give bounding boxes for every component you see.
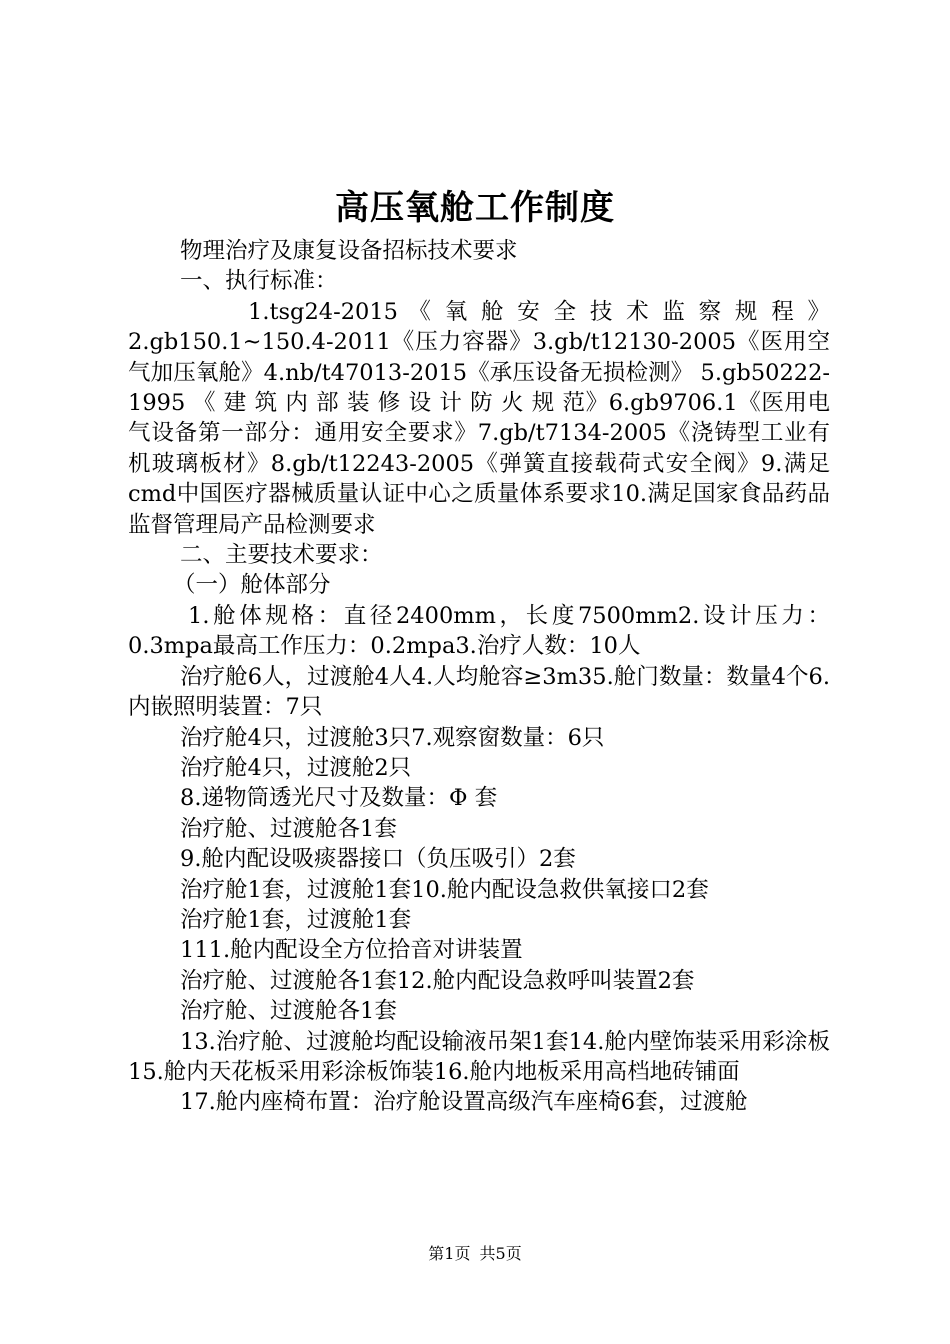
section-heading-standards: 一、执行标准：	[180, 268, 338, 295]
paragraph-item-12: 治疗舱、过渡舱各1套	[180, 998, 397, 1025]
paragraph-standards-list	[128, 297, 830, 540]
document-body	[128, 236, 830, 1118]
paragraph-item-4: 治疗舱4只，过渡舱2只	[180, 754, 412, 781]
paragraph-item-5: 8.递物筒透光尺寸及数量：Φ 套	[180, 785, 498, 812]
paragraph-item-11: 治疗舱、过渡舱各1套12.舱内配设急救呼叫装置2套	[180, 967, 695, 994]
paragraph-item-9: 治疗舱1套，过渡舱1套	[180, 906, 412, 933]
paragraph-item-14: 17.舱内座椅布置：治疗舱设置高级汽车座椅6套，过渡舱	[180, 1089, 748, 1116]
paragraph-item-13: 13.治疗舱、过渡舱均配设输液吊架1套14.舱内壁饰装采用彩涂板15.舱内天花板采用彩涂板饰装16.舱内地板采用高档地砖铺面	[128, 1028, 830, 1085]
paragraph-item-7: 9.舱内配设吸痰器接口（负压吸引）2套	[180, 846, 576, 873]
subsection-heading-cabin: （一）舱体部分	[173, 572, 331, 599]
standards-text: 1.tsg24-2015 《 氧 舱 安 全 技 术 监 察 规 程 》2.gb150.1~150.4-2011《压力容器》3.gb/t12130-2005《医用空气加压氧舱》4.nb/t47013-2015《承压设备无损检测》 5.gb50222-1995 《 建 筑 内 部 装 修 设 计 防 火 规 范》6.gb9706.1《医用电气设备第一部分：通用安全要求》7.gb/t7134-2005《浇铸型工业有机玻璃板材》8.gb/t12243-2005《弹簧直接载荷式安全阀》9.满足cmd中国医疗器械质量认证中心之质量体系要求10.满足国家食品药品监督管理局产品检测要求	[128, 298, 830, 538]
page-footer: 第1页 共5页	[428, 1244, 522, 1263]
section-heading-requirements: 二、主要技术要求：	[180, 542, 383, 569]
paragraph-item-6: 治疗舱、过渡舱各1套	[180, 815, 397, 842]
document-title: 高压氧舱工作制度	[335, 188, 615, 228]
paragraph-item-1: 1.舱体规格：直径2400mm，长度7500mm2.设计压力：0.3mpa最高工作压力：0.2mpa3.治疗人数：10人	[128, 602, 830, 660]
paragraph-subtitle: 物理治疗及康复设备招标技术要求	[180, 238, 518, 264]
paragraph-item-3: 治疗舱4只，过渡舱3只7.观察窗数量：6只	[180, 724, 605, 751]
paragraph-item-10: 111.舱内配设全方位拾音对讲装置	[180, 937, 523, 964]
paragraph-item-8: 治疗舱1套，过渡舱1套10.舱内配设急救供氧接口2套	[180, 876, 709, 903]
paragraph-item-2: 治疗舱6人，过渡舱4人4.人均舱容≥3m35.舱门数量：数量4个6.内嵌照明装置：7只	[128, 663, 830, 721]
